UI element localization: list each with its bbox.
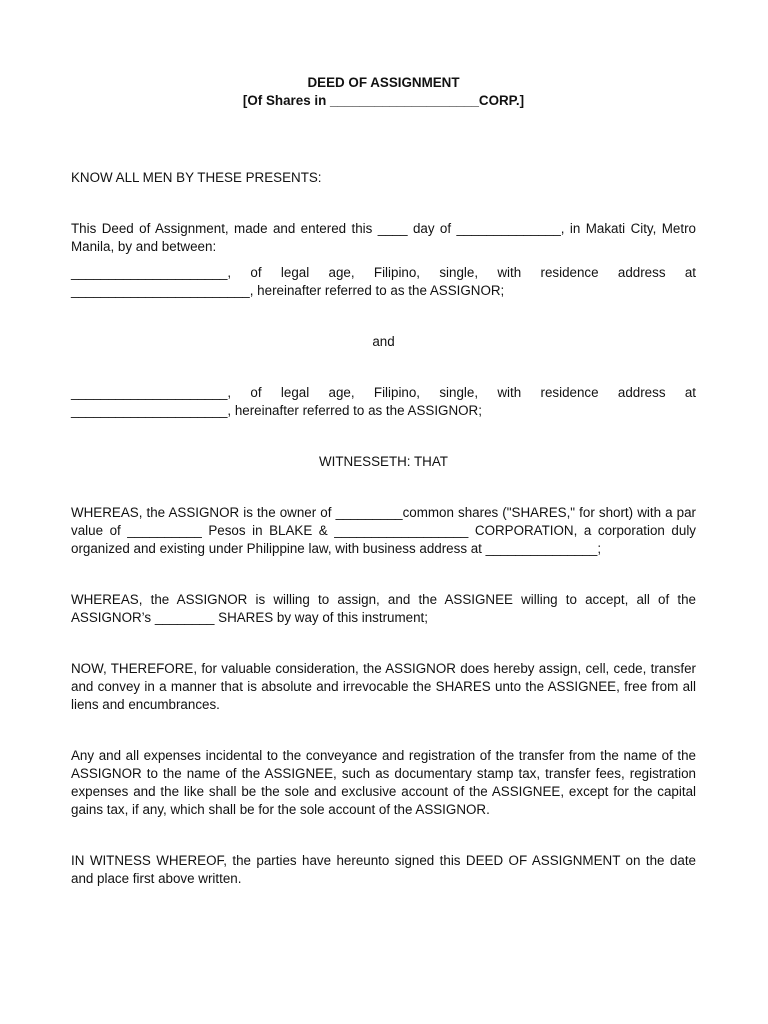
in-witness-paragraph: IN WITNESS WHEREOF, the parties have hereunto signed this DEED OF ASSIGNMENT on the date and place first above written. (71, 853, 696, 886)
document-title: DEED OF ASSIGNMENT (307, 75, 460, 90)
document-page (71, 74, 696, 888)
title-block (71, 74, 696, 110)
whereas-ownership-paragraph: WHEREAS, the ASSIGNOR is the owner of _________common shares ("SHARES," for short) with a par value of __________ Pesos in BLAKE & __________________ CORPORATION, a corporation duly organized and existing under Philippine law, with business address at _______________; (71, 505, 696, 556)
witnesseth-heading: WITNESSETH: THAT (319, 454, 448, 469)
document-subtitle: [Of Shares in ____________________CORP.] (242, 93, 525, 108)
assignor-party-paragraph: _____________________, of legal age, Filipino, single, with residence address at ________________________, hereinafter referred to as the ASSIGNOR; (71, 265, 696, 298)
intro-paragraph: This Deed of Assignment, made and entered this ____ day of ______________, in Makati City, Metro Manila, by and between: (71, 221, 696, 254)
second-party-paragraph: _____________________, of legal age, Filipino, single, with residence address at _____________________, hereinafter referred to as the ASSIGNOR; (71, 385, 696, 418)
know-all-men-line: KNOW ALL MEN BY THESE PRESENTS: (71, 170, 322, 185)
now-therefore-paragraph: NOW, THEREFORE, for valuable consideration, the ASSIGNOR does hereby assign, cell, cede, transfer and convey in a manner that is absolute and irrevocable the SHARES unto the ASSIGNEE, free from all liens and encumbrances. (71, 661, 696, 712)
expenses-paragraph: Any and all expenses incidental to the conveyance and registration of the transfer from the name of the ASSIGNOR to the name of the ASSIGNEE, such as documentary stamp tax, transfer fees, registration expenses and the like shall be the sole and exclusive account of the ASSIGNEE, except for the capital gains tax, if any, which shall be for the sole account of the ASSIGNOR. (71, 748, 696, 817)
and-separator: and (372, 334, 395, 349)
whereas-willing-paragraph: WHEREAS, the ASSIGNOR is willing to assign, and the ASSIGNEE willing to accept, all of the ASSIGNOR’s ________ SHARES by way of this instrument; (71, 592, 696, 625)
